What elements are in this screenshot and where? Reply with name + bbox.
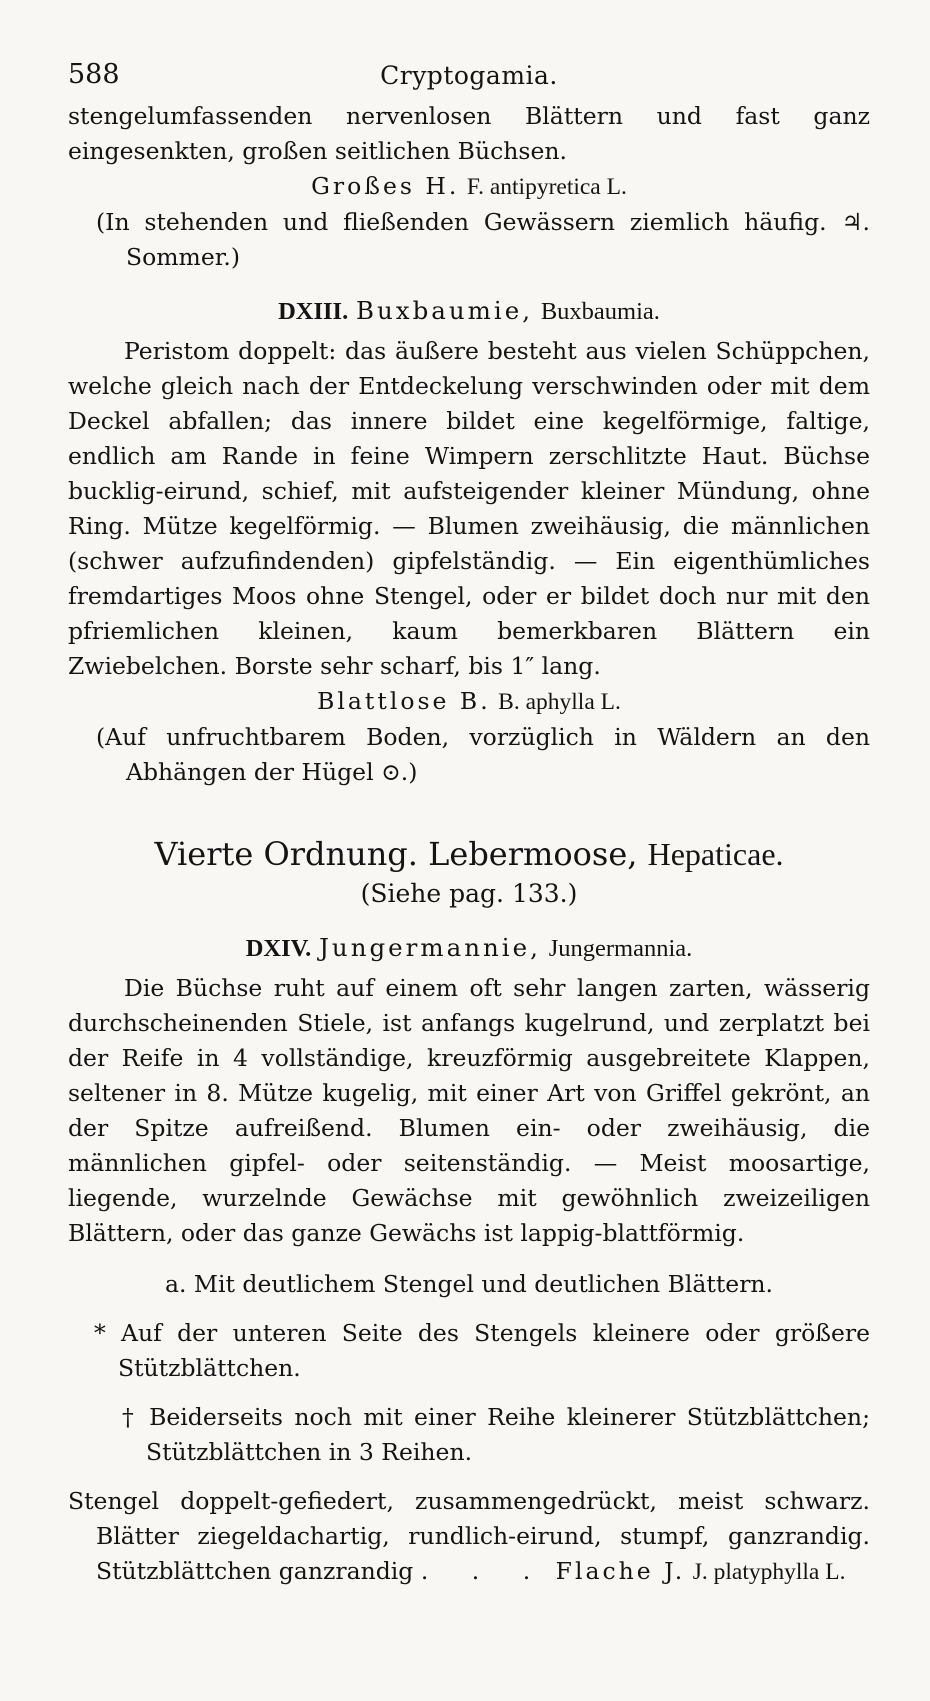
key-section-a: a. Mit deutlichem Stengel und deutlichen Blättern. [164, 1270, 774, 1298]
species-latin-name: F. antipyretica L. [466, 174, 627, 200]
genus-latin-name: Buxbaumia. [540, 298, 660, 325]
order-title-german: Vierte Ordnung. Lebermoose, [154, 835, 638, 873]
species-habitat: (Auf unfruchtbarem Boden, vorzüglich in Wäldern an den Abhängen der Hügel ⊙.) [96, 723, 870, 786]
species-german-name: Blattlose B. [317, 687, 491, 715]
genus-latin-name: Jungermannia. [548, 935, 693, 962]
genus-german-name: Buxbaumie, [356, 296, 534, 325]
species-german-name: Großes H. [311, 172, 460, 200]
genus-heading-jungermannia [68, 930, 870, 967]
genus-german-name: Jungermannie, [319, 933, 541, 962]
running-head: Cryptogamia. [380, 61, 558, 90]
continuation-text: stengelumfassenden nervenlosen Blättern und fast ganz eingesenkten, großen seitlichen Büchsen. [68, 102, 870, 165]
order-reference: (Siehe pag. 133.) [360, 879, 578, 908]
species-key-entry [68, 1484, 870, 1590]
species-latin-name: J. platyphylla L. [692, 1559, 846, 1585]
key-subsection-dagger: † Beiderseits noch mit einer Reihe kleinerer Stützblättchen; Stützblättchen in 3 Reihen. [122, 1403, 870, 1466]
species-line-fontinalis [68, 169, 870, 205]
species-latin-name: B. aphylla L. [498, 689, 621, 715]
order-title-latin: Hepaticae. [647, 836, 784, 872]
genus-heading-buxbaumia [68, 293, 870, 330]
genus-numeral: DXIV. [245, 935, 312, 962]
species-habitat: (In stehenden und fließenden Gewässern ziemlich häufig. ♃. Sommer.) [96, 208, 870, 271]
page-number: 588 [68, 59, 120, 90]
genus-description: Die Büchse ruht auf einem oft sehr langen zarten, wässerig durchscheinenden Stiele, ist anfangs kugelrund, und zerplatzt bei der Reife in 4 vollständige, kreuzförmig ausgebreitete Klappen, seltener in 8. Mütze kugelig, mit einer Art von Griffel gekrönt, an der Spitze aufreißend. Blumen ein- oder zweihäusig, die männlichen gipfel- oder seitenständig. — Meist moosartige, liegende, wurzelnde Gewächse mit gewöhnlich zweizeiligen Blättern, oder das ganze Gewächs ist lappig-blattförmig. [68, 974, 870, 1247]
species-key-text: Stengel doppelt-gefiedert, zusammengedrückt, meist schwarz. Blätter ziegeldachartig, rundlich-eirund, stumpf, ganzrandig. Stützblättchen ganzrandig [68, 1487, 870, 1585]
species-german-name: Flache J. [555, 1557, 686, 1585]
page-header [68, 55, 870, 99]
book-page [68, 55, 870, 1590]
key-subsection-star: * Auf der unteren Seite des Stengels kleinere oder größere Stützblättchen. [94, 1319, 870, 1382]
genus-description: Peristom doppelt: das äußere besteht aus vielen Schüppchen, welche gleich nach der Entdeckelung verschwinden oder mit dem Deckel abfallen; das innere bildet eine kegelförmige, faltige, endlich am Rande in feine Wimpern zerschlitzte Haut. Büchse bucklig-eirund, schief, mit aufsteigender kleiner Mündung, ohne Ring. Mütze kegelförmig. — Blumen zweihäusig, die männlichen (schwer aufzufindenden) gipfelständig. — Ein eigenthümliches fremdartiges Moos ohne Stengel, oder er bildet doch nur mit den pfriemlichen kleinen, kaum bemerkbaren Blättern ein Zwiebelchen. Borste sehr scharf, bis 1″ lang. [68, 337, 870, 680]
species-line-buxbaumia [68, 684, 870, 720]
leader-dots: . . . [420, 1557, 549, 1585]
order-heading [68, 832, 870, 876]
genus-numeral: DXIII. [278, 298, 349, 325]
